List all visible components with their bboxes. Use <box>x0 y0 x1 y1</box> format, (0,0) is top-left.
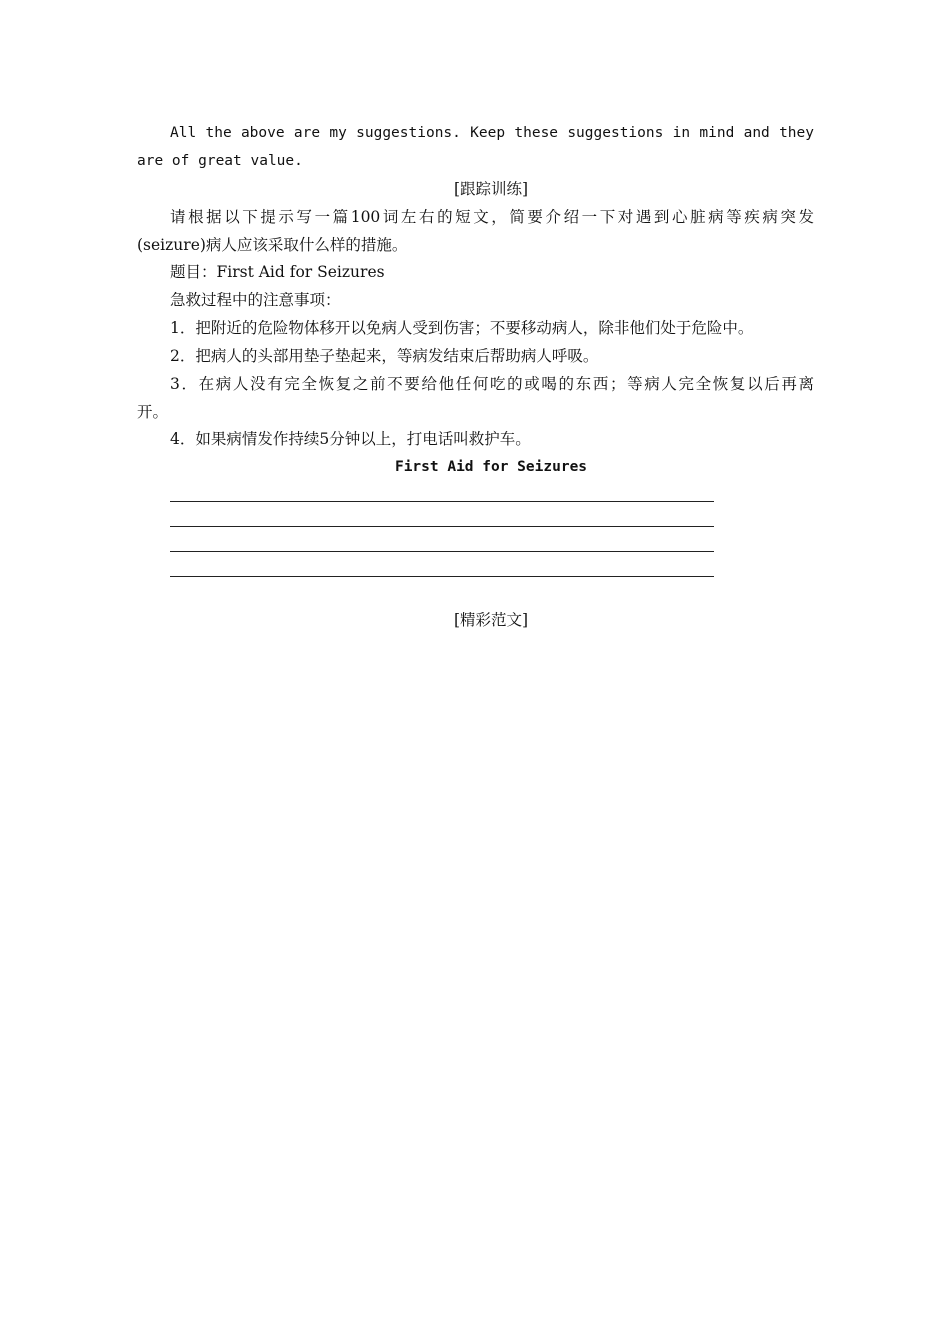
note-item-4: 4．如果病情发作持续5分钟以上，打电话叫救护车。 <box>170 430 531 448</box>
prompt-line-2: (seizure)病人应该采取什么样的措施。 <box>137 236 408 254</box>
answer-writing-line-1[interactable] <box>170 501 714 502</box>
topic-label: 题目：First Aid for Seizures <box>170 263 385 281</box>
note-item-1: 1．把附近的危险物体移开以免病人受到伤害；不要移动病人，除非他们处于危险中。 <box>170 319 754 337</box>
note-item-3: 3．在病人没有完全恢复之前不要给他任何吃的或喝的东西；等病人完全恢复以后再离 <box>170 375 814 393</box>
answer-writing-line-2[interactable] <box>170 526 714 527</box>
answer-title: First Aid for Seizures <box>394 459 588 475</box>
answer-writing-line-3[interactable] <box>170 551 714 552</box>
intro-line-2: are of great value. <box>137 153 303 169</box>
prompt-line-1: 请根据以下提示写一篇100词左右的短文，简要介绍一下对遇到心脏病等疾病突发 <box>170 208 814 226</box>
notes-heading: 急救过程中的注意事项： <box>170 291 341 309</box>
model-essay-heading: [精彩范文] <box>453 611 529 629</box>
note-item-3-continued: 开。 <box>137 403 169 421</box>
section-heading-tracking-practice: [跟踪训练] <box>453 180 529 198</box>
note-item-2: 2．把病人的头部用垫子垫起来，等病发结束后帮助病人呼吸。 <box>170 347 599 365</box>
intro-line-1: All the above are my suggestions. Keep these suggestions in mind and they <box>170 125 814 141</box>
answer-writing-line-4[interactable] <box>170 576 714 577</box>
